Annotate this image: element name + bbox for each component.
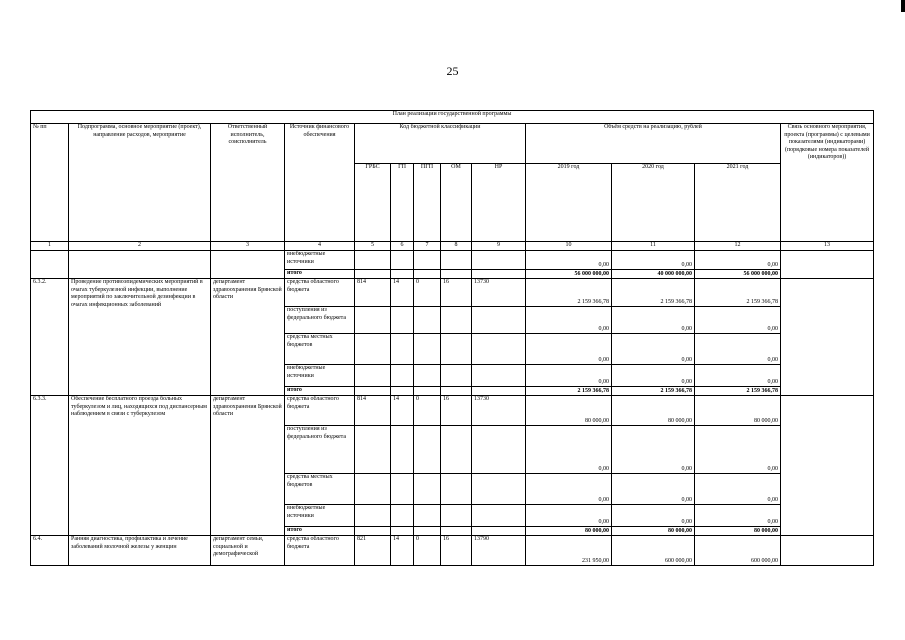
column-number-cell: 3 [211, 242, 285, 251]
column-number-row [31, 242, 874, 251]
activity-number: 6.3.3. [31, 396, 69, 536]
activity-name: Обеспечение бесплатного проезда больных туберкулезом и лиц, находящихся под диспансерным наблюдением в связи с туберкулезом [69, 396, 211, 536]
column-number-cell: 7 [414, 242, 441, 251]
code-np-cell: 13730 [472, 396, 526, 426]
code-np-cell: 13790 [472, 536, 526, 566]
column-number-cell: 2 [69, 242, 211, 251]
column-number-cell: 12 [695, 242, 781, 251]
code-gp-cell [391, 387, 414, 396]
value-2019-cell: 0,00 [526, 474, 612, 505]
activity-number: 6.4. [31, 536, 69, 566]
code-pgp-cell: 0 [414, 279, 441, 307]
code-grbs-cell [355, 387, 391, 396]
code-grbs-cell [355, 307, 391, 334]
value-2019-cell: 0,00 [526, 251, 612, 270]
code-gp-cell [391, 365, 414, 387]
value-2019-cell: 2 159 366,78 [526, 387, 612, 396]
table-row [31, 279, 874, 307]
program-plan-table [30, 110, 874, 566]
source-cell: итого [285, 527, 355, 536]
num-cell [31, 251, 69, 279]
value-2019-cell: 0,00 [526, 334, 612, 365]
value-2021-cell: 0,00 [695, 474, 781, 505]
code-om-cell [441, 426, 472, 474]
code-grbs-cell [355, 251, 391, 270]
table-row [31, 396, 874, 426]
code-grbs-cell [355, 527, 391, 536]
value-2021-cell: 2 159 366,78 [695, 279, 781, 307]
code-np-cell: 13730 [472, 279, 526, 307]
code-om-cell [441, 365, 472, 387]
code-om-cell [441, 270, 472, 279]
executor-cell [211, 251, 285, 279]
column-number-cell: 1 [31, 242, 69, 251]
code-grbs-cell [355, 270, 391, 279]
value-2019-cell: 56 000 000,00 [526, 270, 612, 279]
column-number-cell: 8 [441, 242, 472, 251]
code-grbs-cell: 814 [355, 279, 391, 307]
activity-executor: департамент семьи, социальной и демографической [211, 536, 285, 566]
code-om-cell: 16 [441, 279, 472, 307]
value-2021-cell: 0,00 [695, 365, 781, 387]
source-cell: средства местных бюджетов [285, 334, 355, 365]
activity-number: 6.3.2. [31, 279, 69, 396]
value-2019-cell: 80 000,00 [526, 396, 612, 426]
table-title: План реализации государственной программы [31, 111, 874, 124]
value-2019-cell: 0,00 [526, 365, 612, 387]
link-cell [781, 251, 874, 279]
column-number-cell: 13 [781, 242, 874, 251]
activity-name: Ранняя диагностика, профилактика и лечение заболеваний молочной железы у женщин [69, 536, 211, 566]
value-2019-cell: 231 950,00 [526, 536, 612, 566]
code-om-cell: 16 [441, 396, 472, 426]
source-cell: поступления из федерального бюджета [285, 307, 355, 334]
code-grbs-cell: 814 [355, 396, 391, 426]
code-np-cell [472, 505, 526, 527]
value-2019-cell: 0,00 [526, 426, 612, 474]
code-pgp-cell [414, 365, 441, 387]
code-om-cell [441, 527, 472, 536]
code-gp-cell [391, 251, 414, 270]
code-gp-cell [391, 307, 414, 334]
code-gp-cell: 14 [391, 396, 414, 426]
activity-executor: департамент здравоохранения Брянской области [211, 279, 285, 396]
code-om-cell [441, 474, 472, 505]
header-budget-code: Код бюджетной классификации [355, 124, 526, 164]
value-2019-cell: 0,00 [526, 307, 612, 334]
code-pgp-cell [414, 505, 441, 527]
header-pgp: ПГП [414, 164, 441, 242]
code-gp-cell [391, 270, 414, 279]
source-cell: итого [285, 270, 355, 279]
code-np-cell [472, 334, 526, 365]
scan-edge-mark [901, 0, 905, 12]
value-2021-cell: 56 000 000,00 [695, 270, 781, 279]
value-2020-cell: 0,00 [612, 426, 695, 474]
header-2020: 2020 год [612, 164, 695, 242]
source-cell: внебюджетные источники [285, 505, 355, 527]
value-2020-cell: 0,00 [612, 474, 695, 505]
value-2021-cell: 0,00 [695, 426, 781, 474]
source-cell: внебюджетные источники [285, 251, 355, 270]
code-np-cell [472, 307, 526, 334]
code-gp-cell: 14 [391, 536, 414, 566]
value-2020-cell: 0,00 [612, 307, 695, 334]
code-np-cell [472, 251, 526, 270]
value-2019-cell: 80 000,00 [526, 527, 612, 536]
code-om-cell [441, 505, 472, 527]
value-2021-cell: 80 000,00 [695, 527, 781, 536]
value-2020-cell: 600 000,00 [612, 536, 695, 566]
value-2020-cell: 0,00 [612, 251, 695, 270]
link-cell [781, 536, 874, 566]
value-2021-cell: 0,00 [695, 307, 781, 334]
code-om-cell [441, 387, 472, 396]
column-number-cell: 11 [612, 242, 695, 251]
subprogram-cell [69, 251, 211, 279]
code-np-cell [472, 474, 526, 505]
code-np-cell [472, 426, 526, 474]
code-grbs-cell: 821 [355, 536, 391, 566]
code-grbs-cell [355, 365, 391, 387]
code-pgp-cell: 0 [414, 396, 441, 426]
source-cell: средства областного бюджета [285, 536, 355, 566]
value-2021-cell: 0,00 [695, 505, 781, 527]
value-2021-cell: 2 159 366,78 [695, 387, 781, 396]
code-pgp-cell [414, 527, 441, 536]
column-number-cell: 5 [355, 242, 391, 251]
value-2019-cell: 2 159 366,78 [526, 279, 612, 307]
code-np-cell [472, 387, 526, 396]
code-pgp-cell: 0 [414, 536, 441, 566]
header-grbs: ГРБС [355, 164, 391, 242]
code-pgp-cell [414, 307, 441, 334]
code-grbs-cell [355, 426, 391, 474]
code-pgp-cell [414, 251, 441, 270]
page-number: 25 [446, 64, 459, 78]
code-pgp-cell [414, 334, 441, 365]
value-2020-cell: 80 000,00 [612, 527, 695, 536]
value-2021-cell: 0,00 [695, 334, 781, 365]
code-pgp-cell [414, 387, 441, 396]
code-gp-cell [391, 474, 414, 505]
code-gp-cell [391, 426, 414, 474]
header-om: ОМ [441, 164, 472, 242]
code-np-cell [472, 270, 526, 279]
code-grbs-cell [355, 505, 391, 527]
code-grbs-cell [355, 334, 391, 365]
source-cell: итого [285, 387, 355, 396]
header-2021: 2021 год [695, 164, 781, 242]
code-gp-cell [391, 505, 414, 527]
code-pgp-cell [414, 270, 441, 279]
value-2020-cell: 0,00 [612, 365, 695, 387]
header-gp: ГП [391, 164, 414, 242]
table-row [31, 251, 874, 270]
code-pgp-cell [414, 426, 441, 474]
column-number-cell: 9 [472, 242, 526, 251]
header-link: Связь основного мероприятия, проекта (программы) с целевыми показателями (индикаторами) (порядковые номера показателей (индикаторов)) [781, 124, 874, 242]
value-2019-cell: 0,00 [526, 505, 612, 527]
code-pgp-cell [414, 474, 441, 505]
code-np-cell [472, 365, 526, 387]
activity-executor: департамент здравоохранения Брянской области [211, 396, 285, 536]
column-number-cell: 4 [285, 242, 355, 251]
header-volume: Объём средств на реализацию, рублей [526, 124, 781, 164]
header-source: Источник финансового обеспечения [285, 124, 355, 242]
value-2020-cell: 0,00 [612, 505, 695, 527]
value-2020-cell: 2 159 366,78 [612, 387, 695, 396]
table-row [31, 536, 874, 566]
header-2019: 2019 год [526, 164, 612, 242]
value-2020-cell: 2 159 366,78 [612, 279, 695, 307]
value-2021-cell: 0,00 [695, 251, 781, 270]
value-2021-cell: 80 000,00 [695, 396, 781, 426]
value-2020-cell: 40 000 000,00 [612, 270, 695, 279]
source-cell: внебюджетные источники [285, 365, 355, 387]
code-gp-cell [391, 334, 414, 365]
code-gp-cell [391, 527, 414, 536]
column-number-cell: 6 [391, 242, 414, 251]
source-cell: поступления из федерального бюджета [285, 426, 355, 474]
code-om-cell [441, 334, 472, 365]
code-np-cell [472, 527, 526, 536]
code-om-cell [441, 251, 472, 270]
code-om-cell: 16 [441, 536, 472, 566]
header-executor: Ответственный исполнитель, соисполнитель [211, 124, 285, 242]
source-cell: средства областного бюджета [285, 396, 355, 426]
header-subprogram: Подпрограмма, основное мероприятие (проект), направление расходов, мероприятие [69, 124, 211, 242]
code-grbs-cell [355, 474, 391, 505]
activity-name: Проведение противоэпидемических мероприятий в очагах туберкулезной инфекции, выполнение мероприятий по заключительной дезинфекции в очагах инфекционных заболеваний [69, 279, 211, 396]
source-cell: средства областного бюджета [285, 279, 355, 307]
header-num: № пп [31, 124, 69, 242]
link-cell [781, 279, 874, 396]
link-cell [781, 396, 874, 536]
value-2020-cell: 0,00 [612, 334, 695, 365]
source-cell: средства местных бюджетов [285, 474, 355, 505]
header-np: НР [472, 164, 526, 242]
value-2020-cell: 80 000,00 [612, 396, 695, 426]
code-om-cell [441, 307, 472, 334]
column-number-cell: 10 [526, 242, 612, 251]
code-gp-cell: 14 [391, 279, 414, 307]
value-2021-cell: 600 000,00 [695, 536, 781, 566]
